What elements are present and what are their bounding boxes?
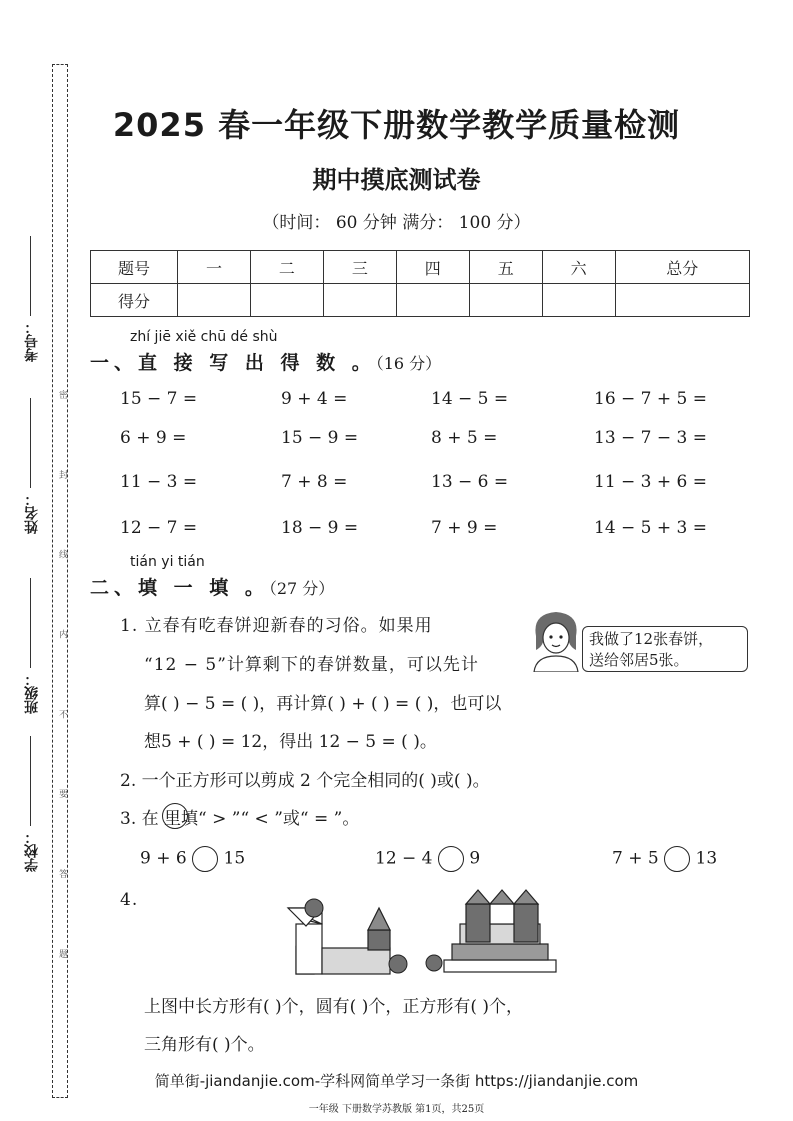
score-header-cell: 四 [396, 251, 469, 284]
section1-heading [90, 348, 441, 375]
compare-right: 15 [223, 848, 246, 869]
page-title: 2025 春一年级下册数学教学质量检测 [112, 106, 681, 144]
arith-item: 15 − 9 = [281, 428, 359, 448]
compare-item [375, 846, 480, 872]
score-header-cell: 二 [250, 251, 323, 284]
arith-item: 14 − 5 = [431, 389, 509, 409]
score-cell[interactable] [542, 284, 615, 317]
arith-item: 6 + 9 = [120, 428, 187, 448]
name-label: 姓名： [24, 492, 40, 534]
q2-text: 2. 一个正方形可以剪成 2 个完全相同的( )或( )。 [120, 771, 490, 791]
arith-item: 13 − 7 − 3 = [594, 428, 708, 448]
arith-item: 13 − 6 = [431, 472, 509, 492]
arith-item: 7 + 9 = [431, 518, 498, 538]
speech-bubble [582, 626, 748, 672]
arith-item: 16 − 7 + 5 = [594, 389, 708, 409]
exam-number-label: 考号： [24, 320, 40, 362]
q1-line1: 1. 立春有吃春饼迎新春的习俗。如果用 [120, 616, 433, 636]
score-header-cell: 三 [323, 251, 396, 284]
q4-line2: 三角形有( )个。 [144, 1035, 265, 1055]
score-row-label: 得分 [91, 284, 178, 317]
arith-item: 11 − 3 + 6 = [594, 472, 708, 492]
arith-item: 12 − 7 = [120, 518, 198, 538]
side-line [30, 398, 32, 488]
girl-illustration [528, 606, 584, 672]
q3-text: 3. 在 里填“ > ”“ < ”或“ = ”。 [120, 809, 360, 829]
compare-left: 12 − 4 [375, 848, 433, 869]
compare-circle-input[interactable] [438, 846, 464, 872]
seal-text: 密 封 线 内 不 要 答 题 [57, 390, 67, 993]
compare-left: 9 + 6 [140, 848, 187, 869]
arith-item: 9 + 4 = [281, 389, 348, 409]
compare-item [140, 846, 245, 872]
score-header-cell: 题号 [91, 251, 178, 284]
score-cell[interactable] [323, 284, 396, 317]
q1-line3: 算( ) − 5 = ( )，再计算( ) + ( ) = ( )，也可以 [144, 694, 502, 714]
side-line [30, 736, 32, 826]
side-line [30, 578, 32, 668]
section2-pinyin: tián yi tián [130, 554, 205, 570]
arith-item: 15 − 7 = [120, 389, 198, 409]
section2-title: 二、填 一 填 。 [90, 577, 269, 599]
score-cell[interactable] [178, 284, 251, 317]
exam-info: （时间： 60 分钟 满分： 100 分） [262, 213, 531, 233]
score-cell[interactable] [396, 284, 469, 317]
arith-item: 14 − 5 + 3 = [594, 518, 708, 538]
bubble-line: 我做了12张春饼， [589, 630, 714, 648]
compare-right: 13 [695, 848, 718, 869]
q4-line1: 上图中长方形有( )个，圆有( )个，正方形有( )个， [144, 997, 524, 1017]
section1-points: （16 分） [375, 354, 442, 373]
score-table [90, 250, 750, 317]
q4-number: 4. [120, 890, 139, 910]
compare-circle-input[interactable] [192, 846, 218, 872]
compare-circle-icon [162, 803, 188, 829]
footer-page-info: 一年级 下册数学苏教版 第1页，共25页 [308, 1104, 485, 1115]
section2-points: （27 分） [268, 579, 335, 598]
score-header-cell: 六 [542, 251, 615, 284]
side-line [30, 236, 32, 316]
compare-circle-input[interactable] [664, 846, 690, 872]
score-cell[interactable] [250, 284, 323, 317]
arith-item: 7 + 8 = [281, 472, 348, 492]
bubble-line: 送给邻居5张。 [589, 651, 689, 669]
arith-item: 8 + 5 = [431, 428, 498, 448]
score-header-cell: 五 [469, 251, 542, 284]
shapes-figure [286, 886, 566, 976]
page-subtitle: 期中摸底测试卷 [312, 166, 481, 194]
section1-title: 一、直 接 写 出 得 数 。 [90, 352, 376, 374]
score-cell[interactable] [469, 284, 542, 317]
footer-website: 简单街-jiandanjie.com-学科网简单学习一条街 https://jiandanjie.com [154, 1072, 639, 1090]
score-header-cell: 总分 [615, 251, 749, 284]
arith-item: 11 − 3 = [120, 472, 198, 492]
school-label: 学校： [24, 830, 40, 872]
compare-right: 9 [469, 848, 481, 869]
section1-pinyin: zhí jiē xiě chū dé shù [130, 329, 278, 345]
section2-heading [90, 573, 334, 600]
q1-line4: 想5 + ( ) = 12，得出 12 − 5 = ( )。 [144, 732, 437, 752]
q1-line2: “12 − 5”计算剩下的春饼数量，可以先计 [144, 655, 479, 675]
compare-left: 7 + 5 [612, 848, 659, 869]
compare-item [612, 846, 717, 872]
score-header-cell: 一 [178, 251, 251, 284]
arith-item: 18 − 9 = [281, 518, 359, 538]
class-label: 班级： [24, 672, 40, 714]
score-cell[interactable] [615, 284, 749, 317]
